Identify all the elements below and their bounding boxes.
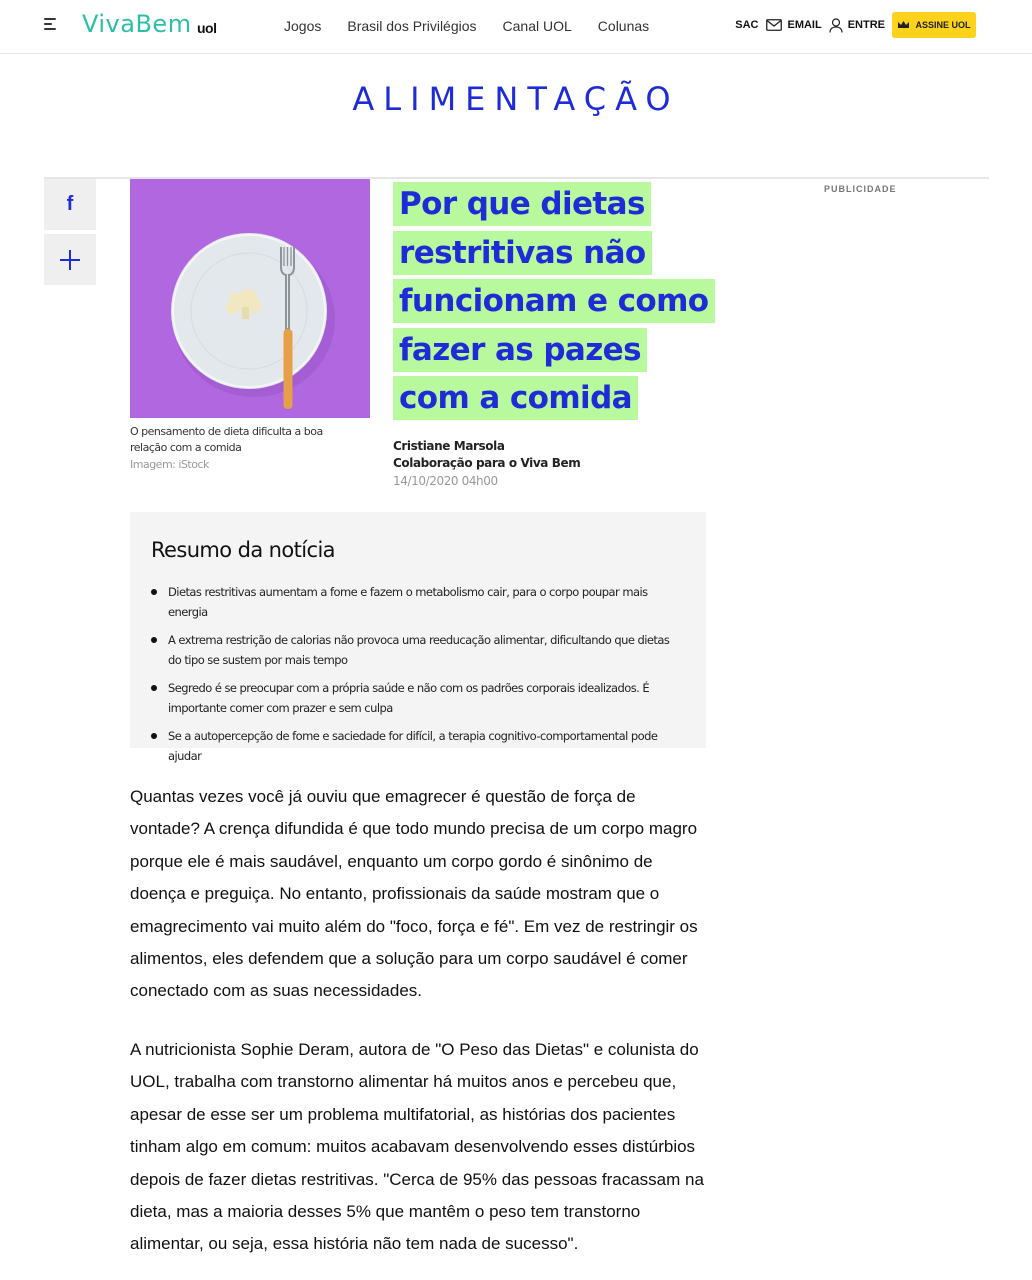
- image-credit: Imagem: iStock: [130, 458, 209, 471]
- share-bar: [44, 179, 96, 289]
- nav-item-jogos[interactable]: Jogos: [284, 18, 322, 34]
- article-title: [393, 180, 713, 423]
- ad-label: PUBLICIDADE: [824, 184, 897, 194]
- assine-label: ASSINE UOL: [915, 20, 971, 30]
- email-label: EMAIL: [787, 19, 822, 31]
- plate-illustration: [130, 179, 370, 418]
- summary-list: [151, 582, 684, 766]
- header-actions: [735, 12, 976, 38]
- top-header: [0, 0, 1032, 54]
- summary-title: Resumo da notícia: [151, 538, 335, 562]
- user-icon: [829, 18, 843, 33]
- main-nav: [284, 18, 675, 34]
- vivabem-logo[interactable]: VivaBem: [82, 10, 192, 38]
- crown-icon: [897, 20, 910, 30]
- article-image[interactable]: [130, 179, 370, 418]
- uol-logo[interactable]: uol: [197, 20, 217, 36]
- entre-label: ENTRE: [847, 19, 885, 31]
- publish-date: 14/10/2020 04h00: [393, 474, 498, 488]
- assine-uol-button[interactable]: [892, 12, 976, 38]
- news-summary: [130, 512, 706, 763]
- nav-item-canal-uol[interactable]: Canal UOL: [502, 18, 572, 34]
- article-paragraph: A nutricionista Sophie Deram, autora de "O Peso das Dietas" e colunista do UOL, trabalha com transtorno alimentar há muitos anos e percebeu que, apesar de esse ser um problema multifatorial, as histórias dos pacientes tinham algo em comum: muitos acabavam desenvolvendo esses distúrbios depois de fazer dietas restritivas. "Cerca de 95% das pessoas fracassam na dieta, mas a maioria desses 5% que mantêm o peso tem transtorno alimentar, ou seja, essa história não tem nada de sucesso".: [130, 1040, 704, 1254]
- section-title[interactable]: ALIMENTAÇÃO: [352, 80, 680, 118]
- article-paragraph: Quantas vezes você já ouviu que emagrecer é questão de força de vontade? A crença difundida é que todo mundo precisa de um corpo magro porque ele é mais saudável, enquanto um corpo gordo é sinônimo de doença e preguiça. No entanto, profissionais da saúde mostram que o emagrecimento vai muito além do "foco, força e fé". Em vez de restringir os alimentos, eles defendem que a solução para um corpo saudável é comer conectado com as suas necessidades.: [130, 787, 698, 1001]
- summary-item: Segredo é se preocupar com a própria saúde e não com os padrões corporais idealizados. É importante comer com prazer e sem culpa: [151, 678, 684, 718]
- plus-icon: [59, 249, 81, 271]
- author-name[interactable]: Cristiane Marsola: [393, 439, 505, 453]
- nav-item-colunas[interactable]: Colunas: [597, 18, 650, 34]
- byline: [393, 438, 580, 490]
- sac-link[interactable]: SAC: [735, 19, 759, 31]
- image-caption: O pensamento de dieta dificulta a boa relação com a comida: [130, 425, 323, 454]
- summary-item: Se a autopercepção de fome e saciedade for difícil, a terapia cognitivo-comportamental pode ajudar: [151, 726, 684, 766]
- author-role: Colaboração para o Viva Bem: [393, 456, 581, 470]
- facebook-share-button[interactable]: [44, 179, 96, 230]
- facebook-icon: f: [66, 193, 74, 215]
- entre-link[interactable]: [829, 18, 885, 33]
- article-title-text: Por que dietas restritivas não funcionam e como fazer as pazes com a comida: [393, 182, 715, 420]
- email-link[interactable]: [766, 19, 821, 31]
- menu-icon[interactable]: [44, 18, 60, 32]
- summary-item: Dietas restritivas aumentam a fome e fazem o metabolismo cair, para o corpo poupar mais energia: [151, 582, 684, 622]
- summary-item: A extrema restrição de calorias não provoca uma reeducação alimentar, dificultando que dietas do tipo se sustem por mais tempo: [151, 630, 684, 670]
- more-share-button[interactable]: [44, 234, 96, 285]
- nav-item-brasil-dos-privilegios[interactable]: Brasil dos Privilégios: [347, 18, 477, 34]
- envelope-icon: [766, 19, 782, 31]
